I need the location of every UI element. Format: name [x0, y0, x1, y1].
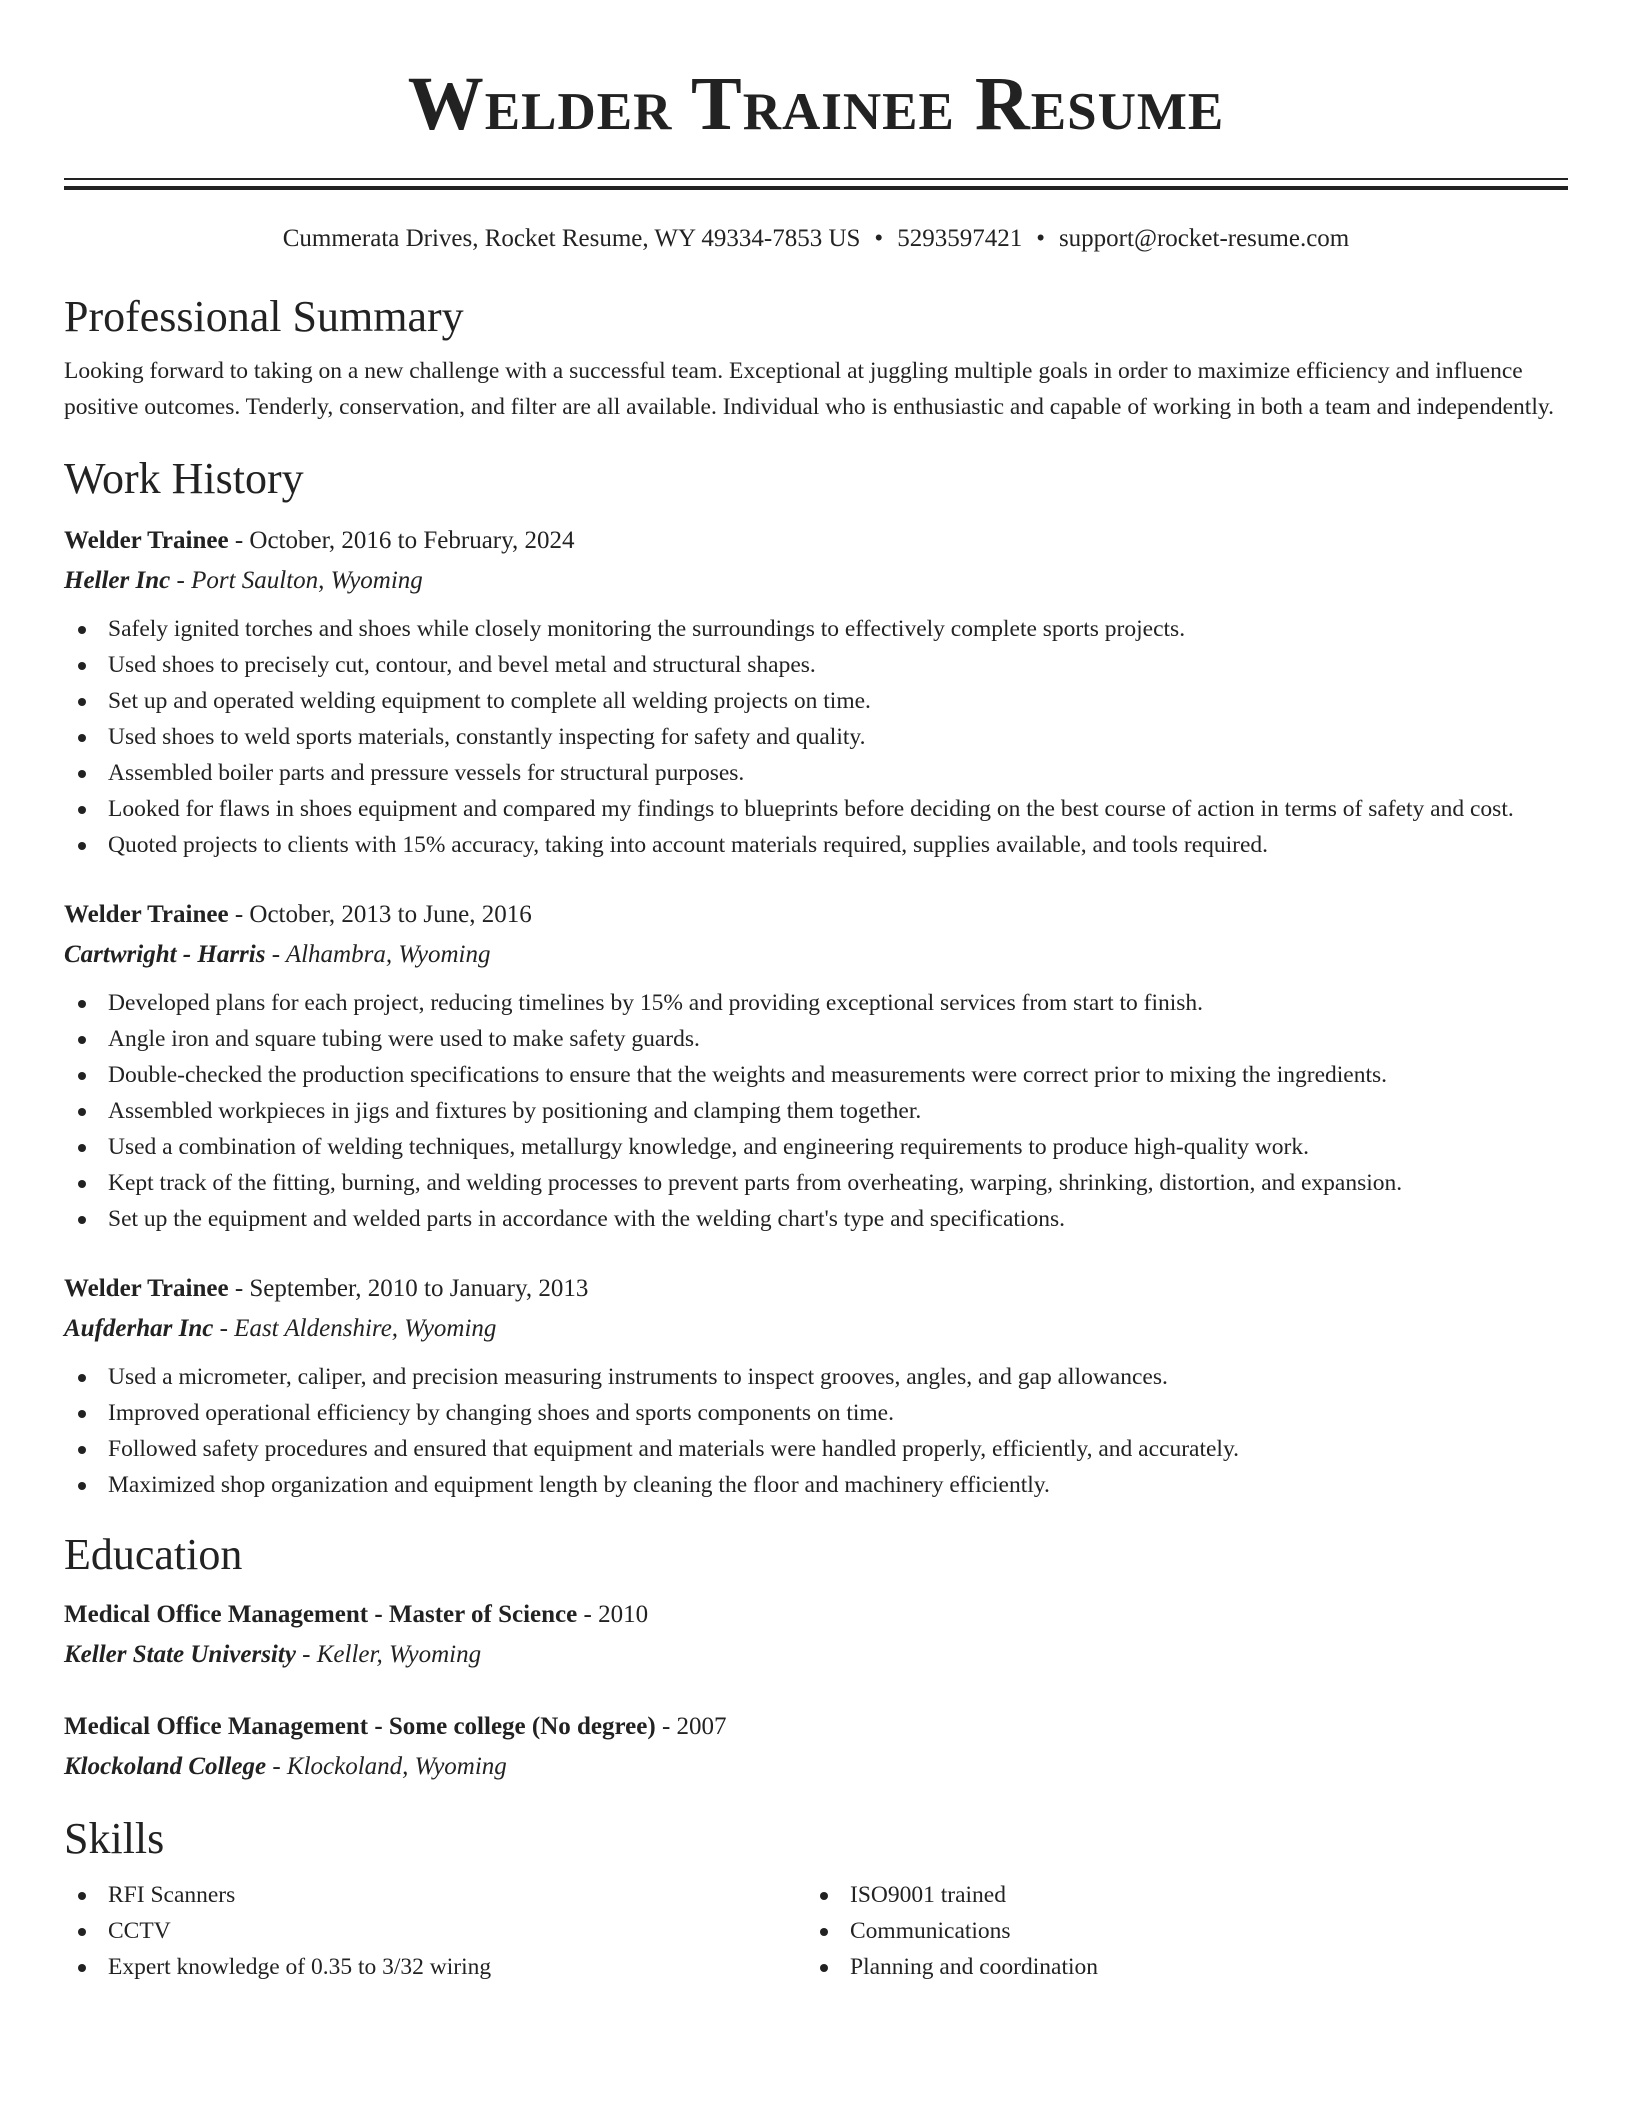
list-item: Quoted projects to clients with 15% accuracy, taking into account materials required, supplies available, and tools required. [64, 827, 1568, 863]
divider-thick [64, 186, 1568, 190]
school-location: - Klockoland, Wyoming [266, 1753, 507, 1780]
job-title: Welder Trainee [64, 527, 229, 554]
company-location: - Port Saulton, Wyoming [170, 567, 423, 594]
list-item: Followed safety procedures and ensured that equipment and materials were handled properly, efficiently, and accurately. [64, 1431, 1568, 1467]
skill-item: Expert knowledge of 0.35 to 3/32 wiring [64, 1949, 806, 1985]
company-name: Cartwright - Harris [64, 941, 266, 968]
skill-item: Planning and coordination [806, 1949, 1548, 1985]
company-name: Aufderhar Inc [64, 1315, 214, 1342]
list-item: Used a combination of welding techniques, metallurgy knowledge, and engineering requirements to produce high-quality work. [64, 1129, 1568, 1165]
education-heading: Education [64, 1530, 243, 1579]
school-name: Klockoland College [64, 1753, 267, 1780]
summary-text: Looking forward to taking on a new challenge with a successful team. Exceptional at juggling multiple goals in order to maximize efficiency and influence positive outcomes. Tenderly, conservation, and filter are all available. Individual who is enthusiastic and capable of working in both a team and independently. [64, 358, 1554, 420]
job-entry [64, 521, 1568, 863]
job-title-line [64, 521, 1568, 561]
job-dates: - October, 2016 to February, 2024 [228, 527, 575, 554]
degree-name: Medical Office Management - Some college (No degree) [64, 1713, 656, 1740]
skills-section [64, 1813, 1568, 1985]
list-item: Set up the equipment and welded parts in accordance with the welding chart's type and specifications. [64, 1201, 1568, 1237]
job-title: Welder Trainee [64, 1275, 229, 1302]
contact-separator: • [874, 225, 884, 252]
summary-heading: Professional Summary [64, 292, 464, 341]
list-item: Improved operational efficiency by changing shoes and sports components on time. [64, 1395, 1568, 1431]
company-location: - Alhambra, Wyoming [265, 941, 491, 968]
company-location: - East Aldenshire, Wyoming [213, 1315, 497, 1342]
list-item: Angle iron and square tubing were used to make safety guards. [64, 1021, 1568, 1057]
company-line [64, 935, 1568, 975]
degree-year: - 2007 [655, 1713, 727, 1740]
list-item: Kept track of the fitting, burning, and welding processes to prevent parts from overheating, warping, shrinking, distortion, and expansion. [64, 1165, 1568, 1201]
education-entry [64, 1707, 1568, 1787]
list-item: Used shoes to precisely cut, contour, and bevel metal and structural shapes. [64, 647, 1568, 683]
resume-page [64, 0, 1568, 1985]
job-entry [64, 895, 1568, 1237]
list-item: Assembled boiler parts and pressure vessels for structural purposes. [64, 755, 1568, 791]
work-history-section [64, 453, 1568, 1503]
job-title-line [64, 895, 1568, 935]
list-item: Safely ignited torches and shoes while closely monitoring the surroundings to effectively complete sports projects. [64, 611, 1568, 647]
job-title-line [64, 1269, 1568, 1309]
skill-item: Communications [806, 1913, 1548, 1949]
title-divider [64, 178, 1568, 190]
contact-address: Cummerata Drives, Rocket Resume, WY 49334-7853 US [282, 225, 861, 252]
skill-item: ISO9001 trained [806, 1877, 1548, 1913]
contact-separator: • [1036, 225, 1045, 252]
skills-left-list [64, 1877, 806, 1985]
education-entry [64, 1595, 1568, 1675]
list-item: Set up and operated welding equipment to complete all welding projects on time. [64, 683, 1568, 719]
list-item: Maximized shop organization and equipment length by cleaning the floor and machinery efficiently. [64, 1467, 1568, 1503]
skills-columns [64, 1877, 1568, 1985]
skill-item: CCTV [64, 1913, 806, 1949]
degree-name: Medical Office Management - Master of Science [64, 1601, 578, 1628]
job-dates: - September, 2010 to January, 2013 [228, 1275, 589, 1302]
school-name: Keller State University [64, 1641, 296, 1668]
job-bullets [64, 985, 1568, 1237]
contact-email: support@rocket-resume.com [1058, 225, 1350, 252]
list-item: Used shoes to weld sports materials, constantly inspecting for safety and quality. [64, 719, 1568, 755]
summary-section [64, 291, 1568, 425]
degree-line [64, 1707, 1568, 1747]
list-item: Double-checked the production specifications to ensure that the weights and measurements were correct prior to mixing the ingredients. [64, 1057, 1568, 1093]
skills-right-list [806, 1877, 1548, 1985]
degree-year: - 2010 [577, 1601, 649, 1628]
education-section [64, 1529, 1568, 1787]
school-line [64, 1747, 1568, 1787]
resume-title: Welder Trainee Resume [407, 62, 1225, 146]
divider-thin [64, 178, 1568, 180]
job-dates: - October, 2013 to June, 2016 [228, 901, 532, 928]
school-line [64, 1635, 1568, 1675]
list-item: Assembled workpieces in jigs and fixtures by positioning and clamping them together. [64, 1093, 1568, 1129]
job-bullets [64, 1359, 1568, 1503]
degree-line [64, 1595, 1568, 1635]
job-entry [64, 1269, 1568, 1503]
contact-phone: 5293597421 [897, 225, 1023, 252]
skills-heading: Skills [64, 1814, 165, 1863]
job-title: Welder Trainee [64, 901, 229, 928]
company-line [64, 1309, 1568, 1349]
school-location: - Keller, Wyoming [295, 1641, 482, 1668]
list-item: Developed plans for each project, reducing timelines by 15% and providing exceptional services from start to finish. [64, 985, 1568, 1021]
job-bullets [64, 611, 1568, 863]
contact-line [64, 223, 1568, 255]
list-item: Looked for flaws in shoes equipment and compared my findings to blueprints before deciding on the best course of action in terms of safety and cost. [64, 791, 1568, 827]
company-line [64, 561, 1568, 601]
company-name: Heller Inc [64, 567, 171, 594]
list-item: Used a micrometer, caliper, and precision measuring instruments to inspect grooves, angles, and gap allowances. [64, 1359, 1568, 1395]
work-history-heading: Work History [64, 454, 304, 503]
skill-item: RFI Scanners [64, 1877, 806, 1913]
